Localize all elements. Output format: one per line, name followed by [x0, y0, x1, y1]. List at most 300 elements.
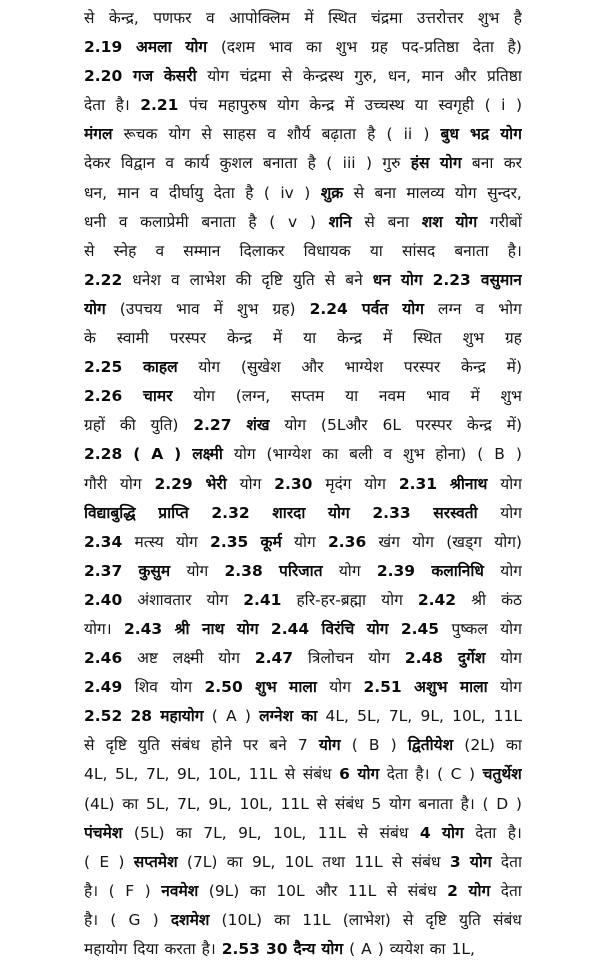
text-word: है।: [460, 794, 475, 813]
bold-term: वसुमान: [480, 270, 522, 289]
bold-term: द्वितीयेश: [407, 736, 454, 755]
text-word: धन,: [84, 183, 108, 202]
bold-term: योग: [402, 299, 424, 318]
text-word: शुभ: [462, 329, 484, 348]
text-word: 11L: [354, 852, 383, 871]
text-line: [84, 295, 522, 324]
text-word: 9L,: [251, 852, 276, 871]
text-word: G: [128, 910, 141, 929]
text-line: [84, 615, 522, 644]
text-line: [84, 673, 522, 702]
text-word: योग: [206, 590, 229, 609]
bold-term: माला: [289, 678, 317, 697]
text-word: 11L: [317, 823, 347, 842]
text-word: परस्पर: [415, 416, 453, 435]
text-word: और: [315, 881, 338, 900]
text-line: [84, 499, 522, 528]
bold-term: योग: [357, 765, 380, 784]
bold-term: 2.28: [84, 445, 123, 464]
text-word: संबंध: [171, 736, 200, 755]
text-word: गरीबों: [489, 212, 522, 231]
text-word: बली: [349, 445, 373, 464]
text-word: गुरु,: [354, 67, 378, 86]
text-word: (: [386, 125, 393, 144]
text-word: बने: [269, 736, 287, 755]
text-word: गुरु: [382, 154, 401, 173]
text-word: युति: [138, 736, 160, 755]
text-word: पणफर: [153, 9, 192, 27]
bold-term: पर्वत: [361, 299, 389, 318]
text-word: बना: [471, 154, 494, 173]
text-word: के: [84, 329, 96, 348]
text-word: से: [353, 183, 365, 202]
text-word: 9L,: [176, 765, 201, 784]
text-word: योग: [454, 183, 477, 202]
bold-term: काहल: [143, 358, 178, 377]
text-word: प्रतिष्ठा: [487, 67, 522, 86]
text-word: ग्रह: [504, 329, 522, 348]
text-word: (7L): [186, 852, 218, 871]
text-word: देता: [500, 852, 522, 871]
text-word: 6L: [382, 416, 401, 435]
text-word: 11L: [302, 910, 331, 929]
text-word: से: [324, 270, 336, 289]
text-word: ग्रहों: [84, 416, 105, 435]
bold-term: 2.47: [254, 649, 294, 668]
text-word: व: [383, 445, 393, 464]
text-word: व: [118, 212, 128, 231]
text-word: शिव: [134, 678, 158, 697]
text-word: या: [303, 329, 317, 348]
text-word: योग): [494, 532, 522, 551]
bold-term: 2.43: [123, 619, 163, 638]
text-word: केन्द्रस्थ: [302, 67, 344, 86]
text-word: व: [149, 183, 159, 202]
text-word: योग: [500, 619, 522, 638]
text-word: कलाप्रेमी: [140, 212, 189, 231]
text-word: है।: [507, 241, 522, 260]
text-word: चंद्रमा: [371, 9, 403, 27]
text-word: स्थित: [328, 9, 357, 27]
text-word: ग्रह: [370, 38, 388, 57]
text-word: शुभ: [335, 38, 358, 57]
text-word: दृष्टि: [261, 270, 283, 289]
text-word: से: [84, 9, 95, 27]
text-word: सांसद: [401, 241, 436, 260]
text-line: [84, 208, 522, 237]
text-word: मान: [421, 67, 444, 86]
text-line: [84, 935, 522, 964]
text-word: v: [287, 212, 298, 231]
bold-term: विरंचि: [321, 619, 355, 638]
text-word: का: [322, 445, 339, 464]
text-word: से: [357, 823, 369, 842]
text-word: है।: [84, 881, 99, 900]
bold-term: योग: [455, 212, 478, 231]
bold-term: 2.32: [211, 503, 250, 522]
text-word: संबंध: [492, 910, 522, 929]
text-word: 5L,: [114, 765, 139, 784]
text-word: (5L): [133, 823, 165, 842]
text-word: पर: [243, 736, 259, 755]
text-word: 10L,: [239, 794, 273, 813]
bold-term: शुक्र: [320, 183, 344, 202]
text-line: [84, 149, 522, 178]
text-word: हरि-हर-ब्रह्मा: [296, 590, 367, 609]
text-word: से: [316, 794, 328, 813]
text-line: [84, 353, 522, 382]
text-word: पुष्कल: [451, 619, 488, 638]
text-word: देता: [213, 183, 235, 202]
text-word: संबंध: [334, 794, 364, 813]
text-word: ): [423, 125, 430, 144]
text-word: बना: [387, 212, 410, 231]
text-word: 11L: [248, 765, 278, 784]
text-word: करता: [164, 940, 196, 958]
text-word: लग्न: [438, 299, 462, 318]
text-word: 9L,: [208, 794, 232, 813]
bold-term: परिजात: [279, 561, 323, 580]
text-word: ): [390, 736, 397, 755]
text-word: पद-प्रतिष्ठा: [401, 38, 460, 57]
text-word: शुभ: [403, 445, 425, 464]
text-word: तथा: [322, 852, 346, 871]
bold-term: शश: [421, 212, 443, 231]
text-word: का: [249, 881, 266, 900]
text-line: [84, 324, 522, 353]
bold-term: 2.25: [84, 358, 123, 377]
text-word: शौर्य: [286, 125, 311, 144]
bold-term: का: [301, 707, 318, 726]
text-word: रूचक: [123, 125, 158, 144]
text-word: (लग्न,: [235, 387, 271, 406]
text-word: व: [155, 241, 165, 260]
text-word: 5L,: [145, 794, 170, 813]
text-word: शुभ: [500, 387, 522, 406]
text-word: कार्य: [184, 154, 210, 173]
text-word: (: [84, 852, 91, 871]
text-word: युति: [458, 910, 481, 929]
text-word: धनेश: [132, 270, 161, 289]
bold-term: 28: [130, 707, 153, 726]
text-word: 4L,: [84, 765, 108, 784]
text-line: [84, 440, 522, 469]
document-page: [84, 4, 522, 964]
text-word: बनाता: [262, 154, 298, 173]
text-word: युति): [150, 416, 179, 435]
text-word: iii: [342, 154, 356, 173]
bold-term: कुसुम: [138, 561, 171, 580]
text-word: 1L,: [451, 940, 475, 958]
bold-term: महायोग: [160, 707, 204, 726]
text-word: की: [235, 270, 252, 289]
text-word: ): [144, 881, 151, 900]
text-word: (सुखेश: [240, 358, 281, 377]
bold-term: 2.34: [84, 532, 123, 551]
bold-term: 2.49: [84, 678, 123, 697]
text-word: 7L,: [388, 707, 413, 726]
text-word: 7: [297, 736, 308, 755]
text-word: या: [369, 241, 383, 260]
text-word: में): [506, 358, 522, 377]
text-word: या: [414, 96, 428, 115]
text-word: (: [349, 940, 356, 958]
bold-term: प्राप्ति: [158, 503, 189, 522]
text-word: है: [513, 9, 522, 27]
text-line: [84, 557, 522, 586]
text-word: से: [364, 212, 375, 231]
text-line: [84, 528, 522, 557]
text-word: मालव्य: [406, 183, 445, 202]
text-word: योग: [412, 532, 434, 551]
text-word: का: [274, 910, 291, 929]
text-word: है।: [201, 940, 216, 958]
bold-term: योग: [318, 736, 341, 755]
text-word: बनाता: [454, 241, 489, 260]
bold-term: 2.27: [193, 416, 232, 435]
bold-term: 2.44: [270, 619, 310, 638]
text-word: स्नेह: [113, 241, 137, 260]
text-word: योग: [389, 794, 411, 813]
text-word: ): [309, 212, 316, 231]
text-word: में: [470, 387, 480, 406]
text-word: में: [213, 299, 223, 318]
text-word: योग: [381, 590, 403, 609]
bold-term: हंस: [410, 154, 430, 173]
text-word: परस्पर: [169, 329, 207, 348]
bold-term: दशमेश: [170, 910, 210, 929]
text-word: F: [125, 881, 135, 900]
bold-term: पंचमेश: [84, 823, 123, 842]
text-word: में: [382, 329, 393, 348]
text-word: 5: [371, 794, 382, 813]
text-word: का: [429, 940, 446, 958]
text-line: [84, 179, 522, 208]
text-word: विधायक: [303, 241, 351, 260]
text-word: का: [175, 823, 192, 842]
text-word: व: [267, 125, 276, 144]
text-word: व: [165, 154, 174, 173]
text-word: अंशावतार: [137, 590, 192, 609]
text-word: (: [110, 910, 117, 929]
text-word: है: [245, 183, 254, 202]
text-word: लक्ष्मी: [172, 649, 204, 668]
text-word: का: [122, 794, 139, 813]
text-word: महायोग: [84, 940, 128, 958]
bold-term: 2.20: [84, 67, 123, 86]
text-word: खंग: [378, 532, 400, 551]
text-word: दृष्टि: [105, 736, 127, 755]
bold-term: माला: [459, 678, 488, 697]
bold-term: योग: [236, 619, 259, 638]
bold-term: 2.26: [84, 387, 123, 406]
bold-term: 2.46: [84, 649, 123, 668]
text-word: में): [506, 416, 522, 435]
text-word: योग: [193, 387, 215, 406]
text-word: योग: [207, 67, 230, 86]
text-word: D: [496, 794, 509, 813]
text-word: साहस: [222, 125, 257, 144]
text-word: मृदंग: [325, 474, 352, 493]
text-word: (: [484, 96, 491, 115]
text-word: (10L): [221, 910, 262, 929]
bold-term: योग: [328, 503, 350, 522]
bold-term: दैन्य: [293, 940, 316, 958]
bold-term: नवमेश: [161, 881, 199, 900]
bold-term: 4: [419, 823, 431, 842]
text-line: [84, 586, 522, 615]
text-word: 11L: [347, 881, 377, 900]
text-word: से: [402, 910, 414, 929]
bold-term: बुध: [440, 125, 459, 144]
bold-term: श्री: [174, 619, 190, 638]
text-word: (भाग्येश: [266, 445, 312, 464]
text-word: त्रिलोचन: [307, 649, 354, 668]
bold-term: 2.45: [400, 619, 440, 638]
text-word: होना): [435, 445, 467, 464]
text-word: है: [367, 125, 376, 144]
text-word: 11L: [493, 707, 522, 726]
text-word: 10L: [284, 852, 313, 871]
text-word: संबंध: [302, 765, 332, 784]
text-word: योग: [239, 474, 262, 493]
bold-term: 2.39: [376, 561, 416, 580]
bold-term: लक्ष्मी: [192, 445, 223, 464]
text-word: योग: [277, 96, 299, 115]
text-line: [84, 877, 522, 906]
text-word: है।: [415, 765, 430, 784]
bold-term: 2.22: [84, 270, 123, 289]
bold-term: श्रीनाथ: [449, 474, 488, 493]
bold-term: योग: [185, 38, 208, 57]
bold-term: दुर्गेश: [457, 649, 486, 668]
text-word: से: [281, 67, 293, 86]
text-word: है।: [115, 96, 130, 115]
text-word: B: [368, 736, 380, 755]
text-line: [84, 266, 522, 295]
text-word: A: [361, 940, 372, 958]
bold-term: 2.52: [84, 707, 123, 726]
text-word: बढ़ाता: [321, 125, 357, 144]
bold-term: 2: [447, 881, 458, 900]
text-word: लाभेश: [189, 270, 226, 289]
text-word: सम्मान: [183, 241, 221, 260]
text-word: स्वामी: [116, 329, 149, 348]
bold-term: नाथ: [201, 619, 225, 638]
text-word: 10L,: [273, 823, 307, 842]
bold-term: भद्र: [469, 125, 490, 144]
text-word: शुभ: [236, 299, 259, 318]
text-word: (: [482, 794, 489, 813]
text-word: या: [345, 387, 359, 406]
text-word: में: [344, 96, 355, 115]
text-word: योग: [500, 503, 522, 522]
bold-term: योग: [469, 852, 492, 871]
text-word: 7L,: [203, 823, 227, 842]
text-line: [84, 91, 522, 120]
text-word: (: [269, 212, 276, 231]
bold-term: योग: [84, 299, 106, 318]
text-word: गौरी: [84, 474, 108, 493]
bold-term: सप्तमेश: [133, 852, 178, 871]
bold-term: A: [151, 445, 164, 464]
text-word: है।: [507, 823, 522, 842]
text-word: ): [304, 183, 311, 202]
text-word: iv: [280, 183, 294, 202]
bold-term: (: [133, 445, 141, 464]
text-word: ): [244, 707, 251, 726]
text-word: होने: [211, 736, 232, 755]
bold-term: लग्नेश: [259, 707, 294, 726]
bold-term: गज: [132, 67, 154, 86]
bold-term: योग: [468, 881, 491, 900]
text-word: (उपचय: [119, 299, 162, 318]
text-line: [84, 644, 522, 673]
text-word: अष्ट: [137, 649, 158, 668]
text-word: ): [469, 765, 476, 784]
text-word: योग: [218, 649, 241, 668]
text-word: (लाभेश): [342, 910, 391, 929]
text-word: देता: [500, 881, 522, 900]
text-word: योग: [500, 474, 522, 493]
text-word: 9L,: [420, 707, 444, 726]
text-word: युति: [292, 270, 315, 289]
bold-term: 2.24: [309, 299, 348, 318]
text-line: [84, 848, 522, 877]
bold-term: 2.51: [363, 678, 402, 697]
bold-term: विद्याबुद्धि: [84, 503, 136, 522]
text-line: [84, 731, 522, 760]
text-line: [84, 790, 522, 819]
text-word: से: [284, 765, 296, 784]
text-word: है): [507, 38, 522, 57]
bold-term: योग: [400, 270, 423, 289]
text-word: केन्द्र: [460, 358, 486, 377]
text-word: ): [515, 445, 522, 464]
bold-term: चामर: [143, 387, 173, 406]
text-word: 7L,: [145, 765, 170, 784]
bold-term: योग: [366, 619, 389, 638]
text-word: योग: [294, 532, 316, 551]
text-line: [84, 760, 522, 789]
text-word: कर: [503, 154, 522, 173]
bold-term: 2.53: [221, 940, 260, 958]
text-word: सुन्दर,: [487, 183, 522, 202]
text-word: योग: [198, 358, 221, 377]
bold-term: 2.21: [140, 96, 179, 115]
text-word: बनाता: [201, 212, 236, 231]
text-word: ): [118, 852, 125, 871]
text-word: (2L): [464, 736, 495, 755]
text-word: बने: [345, 270, 363, 289]
text-line: [84, 906, 522, 935]
bold-term: केसरी: [163, 67, 197, 86]
text-word: B: [494, 445, 505, 464]
text-word: योग: [176, 532, 198, 551]
text-word: 7L,: [177, 794, 201, 813]
text-word: विद्वान: [120, 154, 156, 173]
text-word: (9L): [208, 881, 240, 900]
text-word: व: [170, 270, 180, 289]
bold-term: 2.19: [84, 38, 123, 57]
bold-term: ): [174, 445, 182, 464]
bold-term: 2.48: [404, 649, 444, 668]
text-word: (: [477, 445, 484, 464]
text-word: C: [450, 765, 462, 784]
text-word: दृष्टि: [425, 910, 447, 929]
text-word: श्री: [471, 590, 487, 609]
bold-term: 2.38: [224, 561, 263, 580]
